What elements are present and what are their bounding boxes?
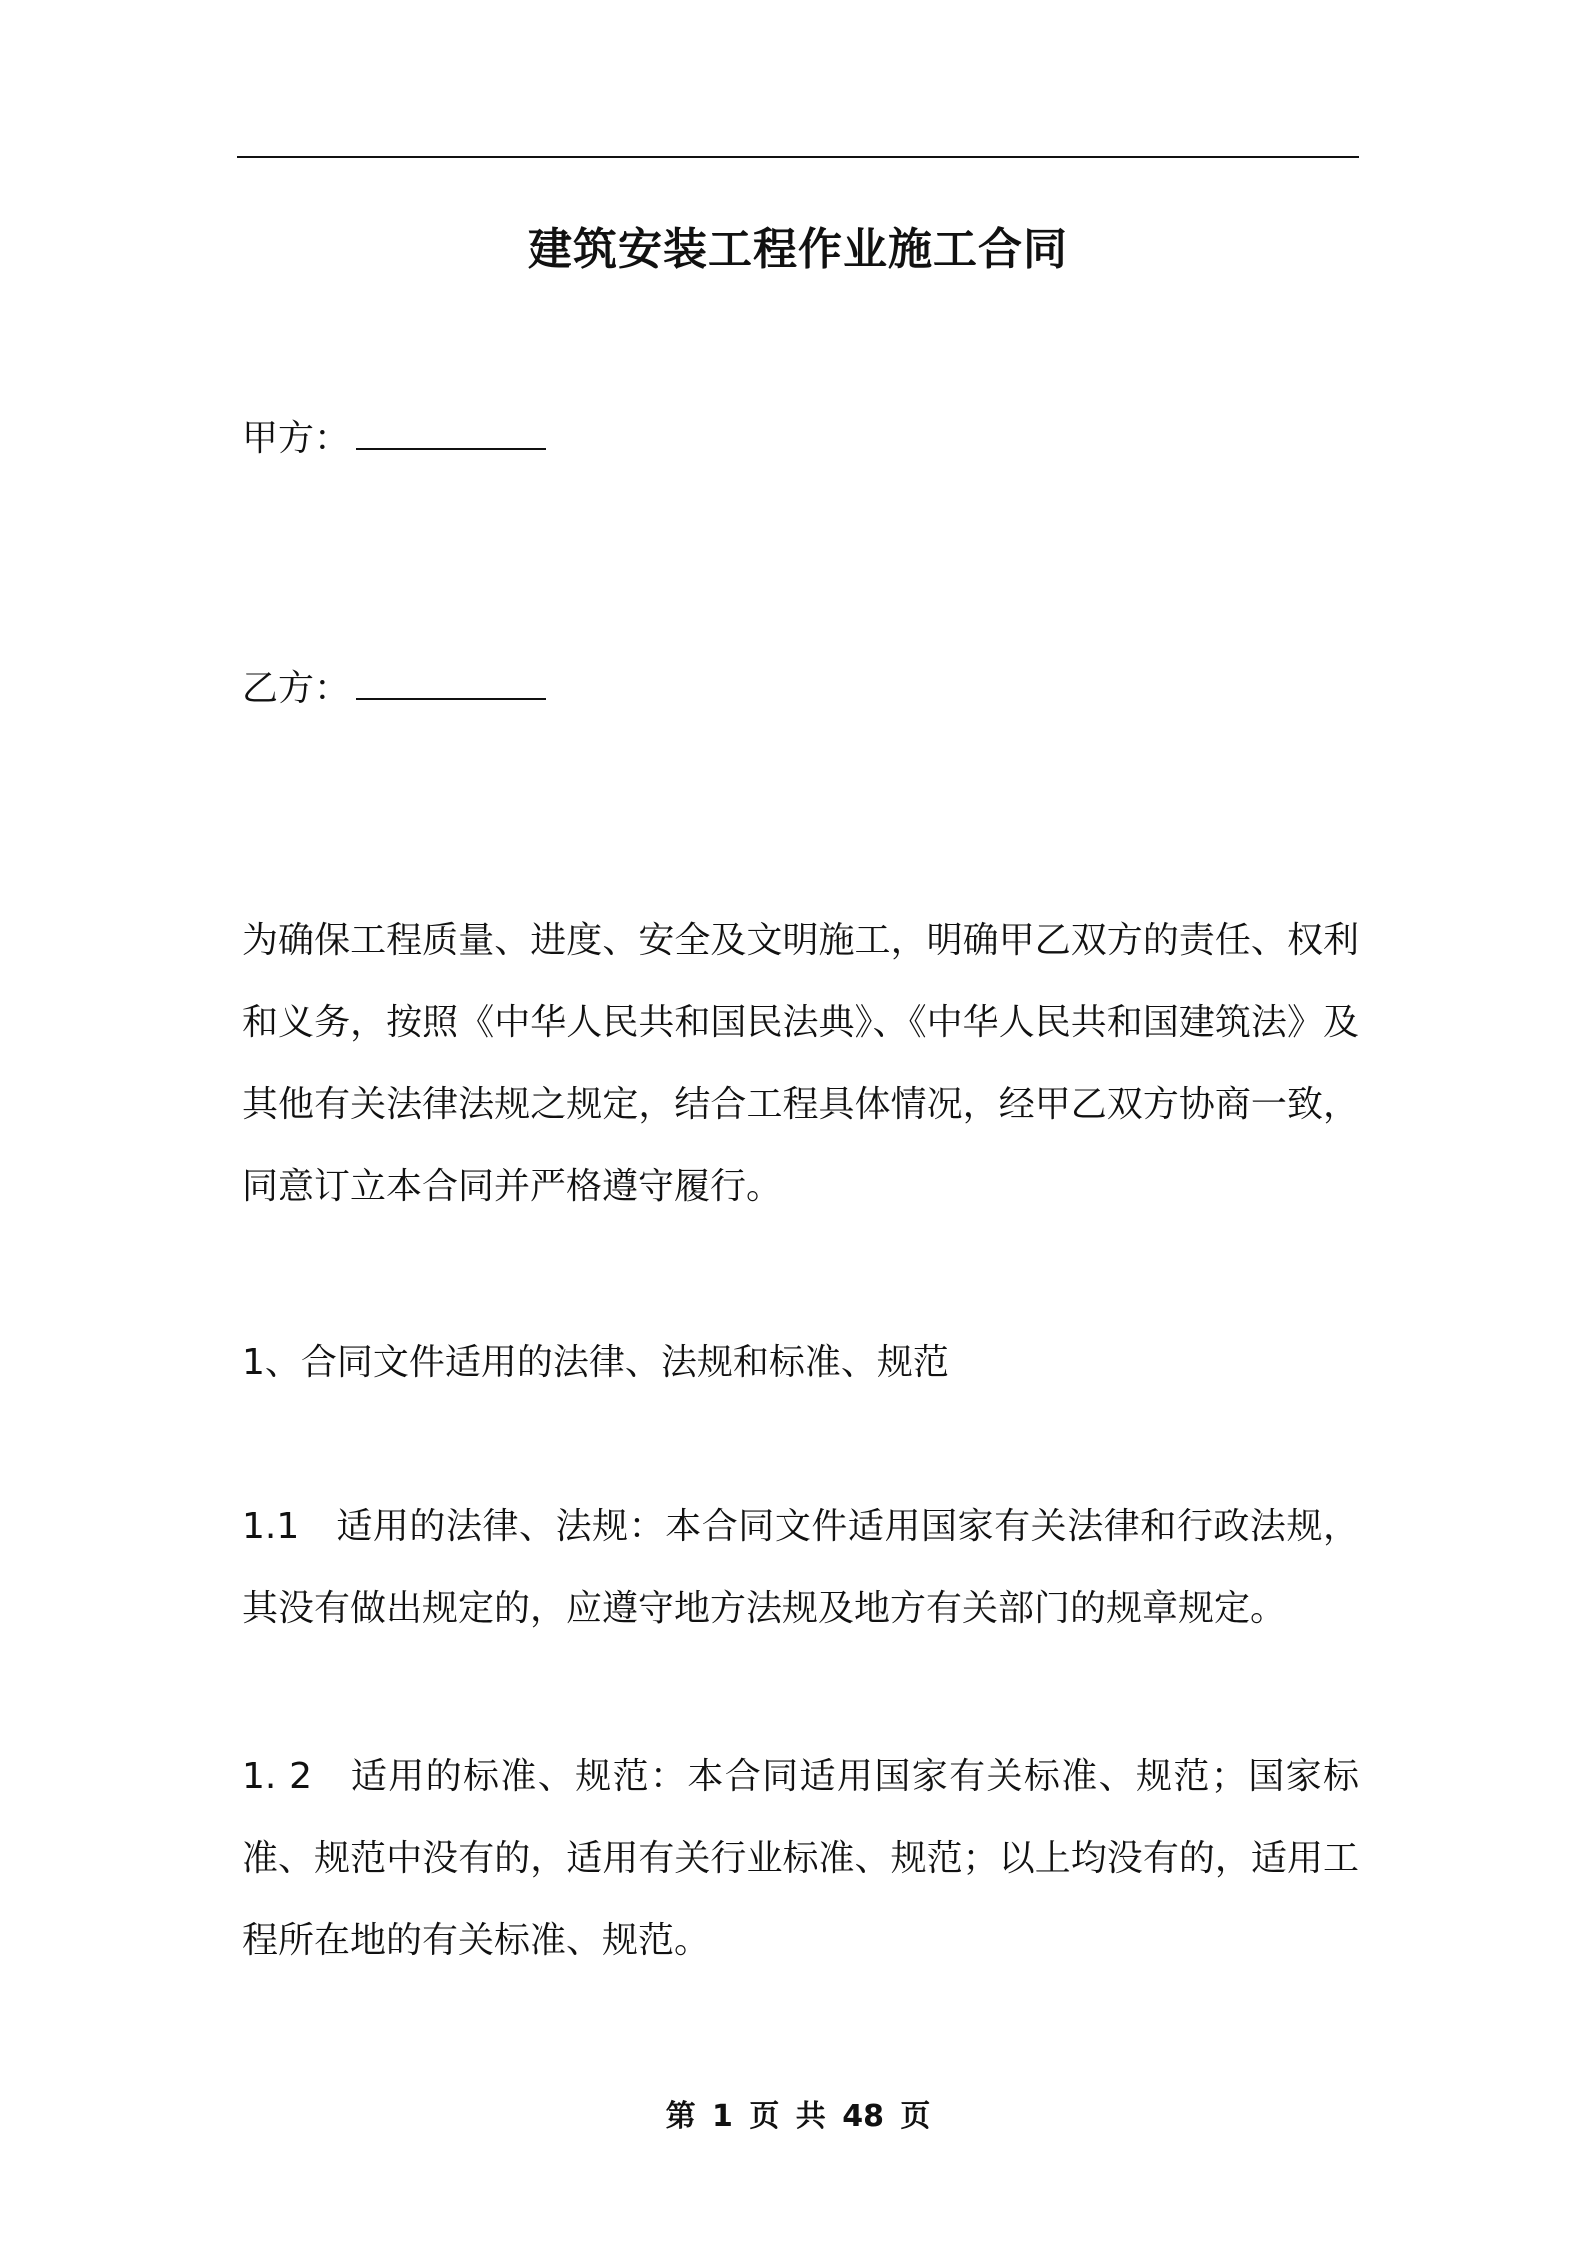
section-1-heading: 1、合同文件适用的法律、法规和标准、规范 — [242, 1342, 949, 1383]
party-a-blank — [356, 418, 546, 450]
header-rule — [237, 156, 1359, 158]
party-a-line — [242, 398, 1359, 480]
party-a-label: 甲方： — [242, 418, 351, 459]
section-1-2-paragraph: 1. 2 适用的标准、规范：本合同适用国家有关标准、规范；国家标准、规范中没有的，适用有关行业标准、规范；以上均没有的，适用工程所在地的有关标准、规范。 — [242, 1756, 1359, 1961]
section-1-1-paragraph: 1.1 适用的法律、法规：本合同文件适用国家有关法律和行政法规，其没有做出规定的，应遵守地方法规及地方有关部门的规章规定。 — [242, 1506, 1359, 1629]
party-b-label: 乙方： — [242, 668, 351, 709]
party-b-line — [242, 648, 1359, 730]
intro-paragraph: 为确保工程质量、进度、安全及文明施工，明确甲乙双方的责任、权利和义务，按照《中华人民共和国民法典》、《中华人民共和国建筑法》及其他有关法律法规之规定，结合工程具体情况，经甲乙双方协商一致，同意订立本合同并严格遵守履行。 — [242, 920, 1359, 1207]
document-title: 建筑安装工程作业施工合同 — [528, 224, 1068, 275]
party-b-blank — [356, 668, 546, 700]
page-footer: 第 1 页 共 48 页 — [665, 2099, 931, 2134]
